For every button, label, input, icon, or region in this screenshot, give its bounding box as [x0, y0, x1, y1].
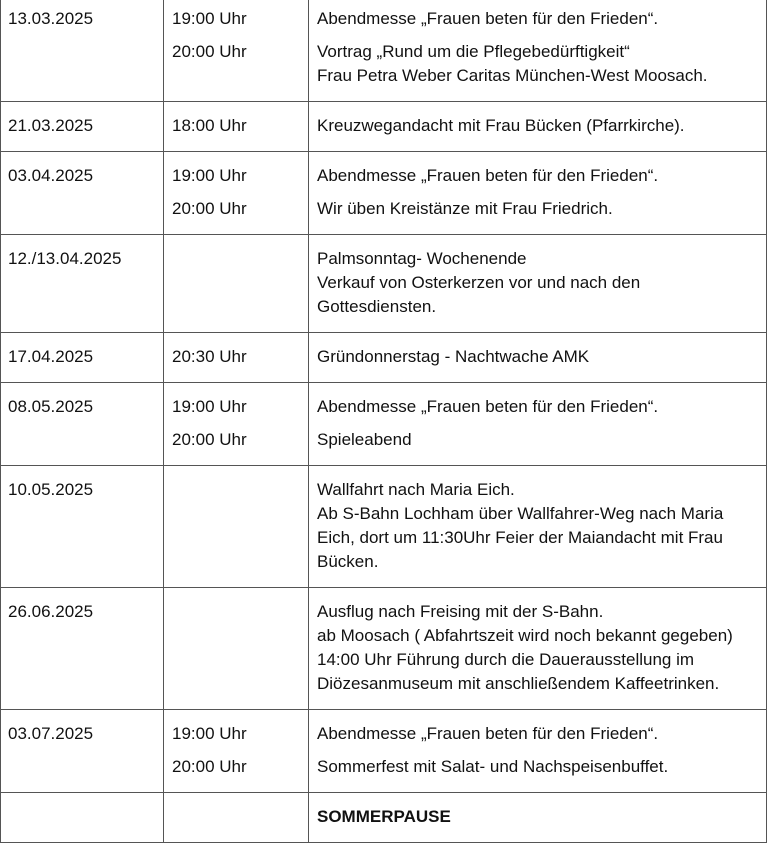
- table-row: [1, 466, 767, 588]
- event-description: [317, 755, 766, 779]
- event-description: [317, 114, 766, 138]
- time-cell: [164, 383, 309, 466]
- event-description: [317, 722, 766, 746]
- event-text-line: Abendmesse „Frauen beten für den Frieden“.: [317, 397, 659, 416]
- event-text-line: Kreuzwegandacht mit Frau Bücken (Pfarrkirche).: [317, 116, 685, 135]
- event-text-line: Abendmesse „Frauen beten für den Frieden“.: [317, 166, 659, 185]
- event-description: [317, 600, 766, 696]
- event-time: 20:00 Uhr: [172, 199, 247, 218]
- date-cell: [1, 152, 164, 235]
- table-row: [1, 152, 767, 235]
- table-row: [1, 102, 767, 152]
- event-description: [317, 247, 766, 319]
- event-date: 03.07.2025: [8, 724, 94, 743]
- event-cell: [309, 102, 767, 152]
- event-text-line: ab Moosach ( Abfahrtszeit wird noch bekannt gegeben): [317, 626, 733, 645]
- event-cell: [309, 383, 767, 466]
- event-time: 19:00 Uhr: [172, 9, 247, 28]
- event-date: 08.05.2025: [8, 397, 94, 416]
- time-cell: [164, 793, 309, 843]
- event-text-line: Wir üben Kreistänze mit Frau Friedrich.: [317, 199, 613, 218]
- event-description: [317, 478, 766, 574]
- date-cell: [1, 383, 164, 466]
- event-text-line: Vortrag „Rund um die Pflegebedürftigkeit“: [317, 42, 630, 61]
- event-text-line: Abendmesse „Frauen beten für den Frieden“.: [317, 9, 659, 28]
- time-cell: [164, 710, 309, 793]
- event-text-line: Spieleabend: [317, 430, 412, 449]
- time-cell: [164, 333, 309, 383]
- event-description: [317, 40, 766, 88]
- event-text-line: Bücken.: [317, 552, 379, 571]
- schedule-body: [1, 0, 767, 843]
- event-description: [317, 345, 766, 369]
- event-cell: [309, 588, 767, 710]
- time-cell: [164, 102, 309, 152]
- event-text-line: SOMMERPAUSE: [317, 807, 451, 826]
- event-date: 21.03.2025: [8, 116, 94, 135]
- date-cell: [1, 588, 164, 710]
- event-description: [317, 428, 766, 452]
- event-text-line: Frau Petra Weber Caritas München-West Moosach.: [317, 66, 708, 85]
- event-text-line: Sommerfest mit Salat- und Nachspeisenbuffet.: [317, 757, 669, 776]
- event-time: 20:30 Uhr: [172, 347, 247, 366]
- event-time: 19:00 Uhr: [172, 397, 247, 416]
- date-cell: [1, 235, 164, 333]
- event-text-line: Gottesdiensten.: [317, 297, 437, 316]
- event-time: 18:00 Uhr: [172, 116, 247, 135]
- table-row: [1, 235, 767, 333]
- event-time: 19:00 Uhr: [172, 166, 247, 185]
- event-description: [317, 395, 766, 419]
- event-text-line: Ab S-Bahn Lochham über Wallfahrer-Weg nach Maria: [317, 504, 724, 523]
- date-cell: [1, 466, 164, 588]
- table-row: [1, 0, 767, 102]
- event-text-line: Abendmesse „Frauen beten für den Frieden“.: [317, 724, 659, 743]
- table-row: [1, 383, 767, 466]
- event-cell: [309, 793, 767, 843]
- event-text-line: 14:00 Uhr Führung durch die Dauerausstellung im: [317, 650, 695, 669]
- date-cell: [1, 793, 164, 843]
- event-description: [317, 7, 766, 31]
- event-text-line: Diözesanmuseum mit anschließendem Kaffeetrinken.: [317, 674, 720, 693]
- event-text-line: Ausflug nach Freising mit der S-Bahn.: [317, 602, 604, 621]
- date-cell: [1, 710, 164, 793]
- time-cell: [164, 588, 309, 710]
- event-time: 19:00 Uhr: [172, 724, 247, 743]
- date-cell: [1, 333, 164, 383]
- event-cell: [309, 152, 767, 235]
- date-cell: [1, 0, 164, 102]
- event-date: 10.05.2025: [8, 480, 94, 499]
- event-text-line: Wallfahrt nach Maria Eich.: [317, 480, 515, 499]
- event-cell: [309, 235, 767, 333]
- time-cell: [164, 235, 309, 333]
- event-time: 20:00 Uhr: [172, 42, 247, 61]
- event-text-line: Palmsonntag- Wochenende: [317, 249, 527, 268]
- time-cell: [164, 466, 309, 588]
- event-cell: [309, 0, 767, 102]
- table-row: [1, 793, 767, 843]
- event-cell: [309, 333, 767, 383]
- event-cell: [309, 710, 767, 793]
- table-row: [1, 710, 767, 793]
- date-cell: [1, 102, 164, 152]
- event-description: [317, 164, 766, 188]
- event-time: 20:00 Uhr: [172, 430, 247, 449]
- event-time: 20:00 Uhr: [172, 757, 247, 776]
- event-date: 03.04.2025: [8, 166, 94, 185]
- event-text-line: Verkauf von Osterkerzen vor und nach den: [317, 273, 641, 292]
- table-row: [1, 588, 767, 710]
- event-description: [317, 805, 766, 829]
- event-date: 12./13.04.2025: [8, 249, 122, 268]
- event-date: 17.04.2025: [8, 347, 94, 366]
- event-text-line: Gründonnerstag - Nachtwache AMK: [317, 347, 590, 366]
- event-description: [317, 197, 766, 221]
- table-row: [1, 333, 767, 383]
- event-date: 13.03.2025: [8, 9, 94, 28]
- event-date: 26.06.2025: [8, 602, 94, 621]
- time-cell: [164, 0, 309, 102]
- event-cell: [309, 466, 767, 588]
- event-text-line: Eich, dort um 11:30Uhr Feier der Maiandacht mit Frau: [317, 528, 723, 547]
- time-cell: [164, 152, 309, 235]
